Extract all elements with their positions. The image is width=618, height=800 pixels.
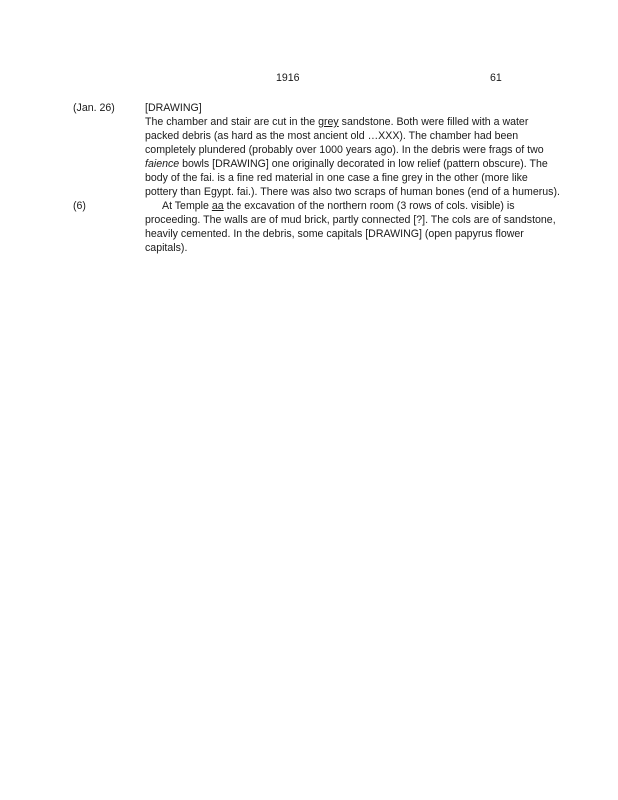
- text-line: [145, 199, 555, 213]
- margin-entry-number: (6): [73, 200, 86, 212]
- text-line: pottery than Egypt. fai.). There was also two scraps of human bones (end of a humerus).: [145, 186, 560, 198]
- text-span: At Temple: [162, 200, 212, 212]
- header-year: 1916: [276, 72, 300, 84]
- margin-date: (Jan. 26): [73, 102, 115, 114]
- text-line: packed debris (as hard as the most ancient old …XXX). The chamber had been: [145, 130, 519, 142]
- text-line: capitals).: [145, 242, 188, 254]
- text-line: completely plundered (probably over 1000 years ago). In the debris were frags of two: [145, 144, 544, 156]
- text-line: [145, 157, 555, 171]
- underlined-word: grey: [318, 116, 339, 128]
- italic-word: faience: [145, 158, 180, 170]
- body-text: [145, 101, 560, 255]
- text-span: bowls [DRAWING] one originally decorated in low relief (pattern obscure). The: [179, 158, 548, 170]
- page-number: 61: [490, 72, 502, 84]
- text-span: the excavation of the northern room (3 rows of cols. visible) is: [223, 200, 515, 212]
- text-line: proceeding. The walls are of mud brick, partly connected [?]. The cols are of sandstone,: [145, 214, 556, 226]
- text-span: The chamber and stair are cut in the: [145, 116, 319, 128]
- text-line: [145, 115, 555, 129]
- drawing-placeholder: [DRAWING]: [145, 102, 202, 114]
- text-span: sandstone. Both were filled with a water: [338, 116, 529, 128]
- text-line: heavily cemented. In the debris, some capitals [DRAWING] (open papyrus flower: [145, 228, 524, 240]
- text-line: body of the fai. is a fine red material in one case a fine grey in the other (more like: [145, 172, 528, 184]
- underlined-word: aa: [211, 200, 224, 212]
